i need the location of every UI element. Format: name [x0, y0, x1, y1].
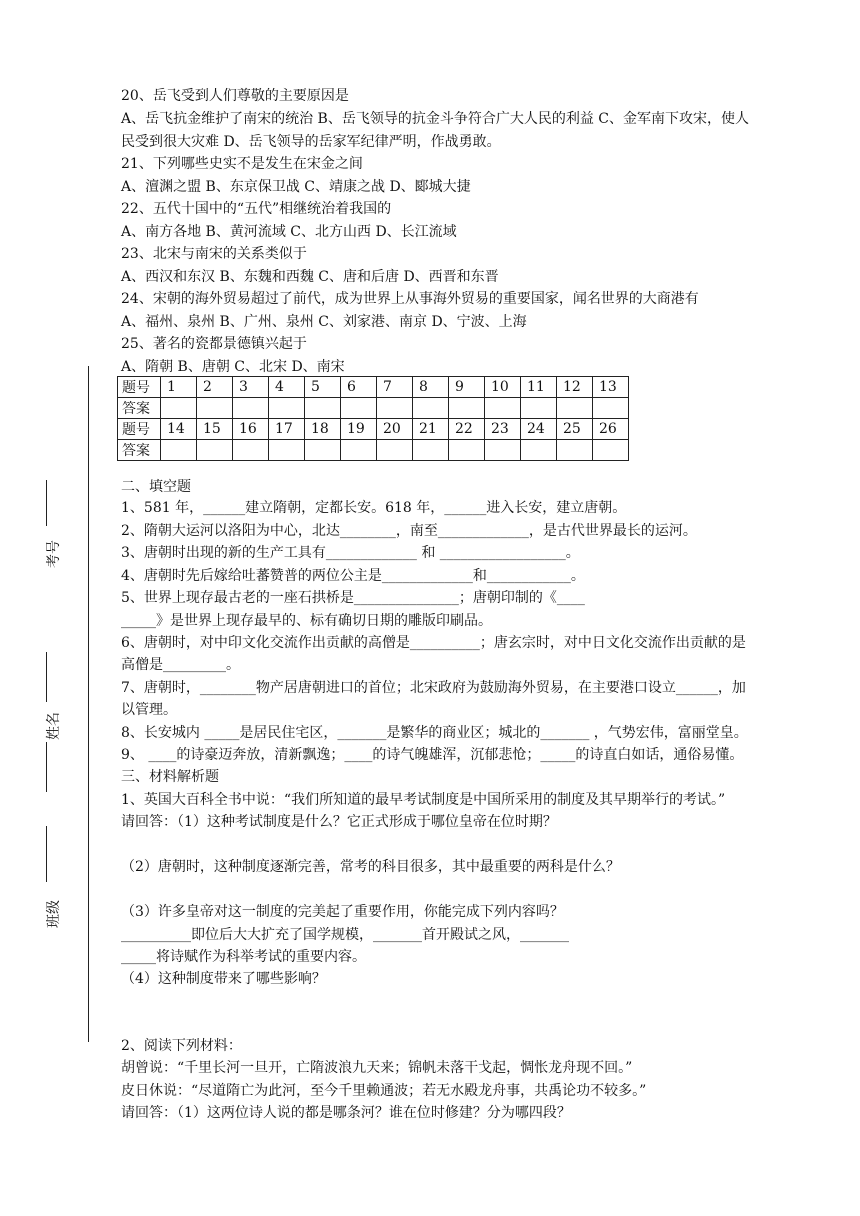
question-number: 14 [161, 419, 197, 440]
table-header-ans: 答案 [118, 440, 161, 461]
table-header-ans: 答案 [118, 398, 161, 419]
name-label: 姓名 [46, 712, 62, 740]
table-row [118, 377, 629, 398]
material-q1-text: 1、英国大百科全书中说：“我们所知道的最早考试制度是中国所采用的制度及其早期举行的考试。” [121, 792, 726, 808]
question-number: 8 [413, 377, 449, 398]
question-number: 11 [521, 377, 557, 398]
question-number: 2 [197, 377, 233, 398]
answer-cell[interactable] [233, 398, 269, 419]
answer-cell[interactable] [269, 440, 305, 461]
answer-cell[interactable] [449, 398, 485, 419]
material-q1-part3: （3）许多皇帝对这一制度的完美起了重要作用，你能完成下列内容吗？ [121, 904, 564, 920]
answer-cell[interactable] [485, 398, 521, 419]
q23-options: A、西汉和东汉 B、东魏和西魏 C、唐和后唐 D、西晋和东晋 [121, 269, 499, 285]
answer-cell[interactable] [197, 440, 233, 461]
question-number: 4 [269, 377, 305, 398]
table-header-num: 题号 [118, 377, 161, 398]
answer-cell[interactable] [593, 398, 629, 419]
material-q1-part3-blanks: __________即位后大大扩充了国学规模，_______首开殿试之风，_______ [121, 927, 569, 943]
q22-stem: 22、五代十国中的“五代”相继统治着我国的 [121, 201, 392, 217]
q20-options-2: 民受到很大灾难 D、岳飞领导的岳家军纪律严明，作战勇敢。 [121, 134, 501, 150]
answer-cell[interactable] [305, 440, 341, 461]
table-row [118, 440, 629, 461]
fill-question-5a: 5、世界上现存最古老的一座石拱桥是_______________；唐朝印制的《____ [121, 590, 585, 606]
q22-options: A、南方各地 B、黄河流域 C、北方山西 D、长江流域 [121, 224, 457, 240]
question-number: 15 [197, 419, 233, 440]
question-number: 6 [341, 377, 377, 398]
question-number: 21 [413, 419, 449, 440]
answer-cell[interactable] [197, 398, 233, 419]
answer-cell[interactable] [413, 398, 449, 419]
answer-cell[interactable] [521, 398, 557, 419]
question-number: 23 [485, 419, 521, 440]
question-number: 19 [341, 419, 377, 440]
material-q2-poem-2: 皮日休说：“尽道隋亡为此河，至今千里赖通波；若无水殿龙舟事，共禹论功不较多。” [121, 1083, 647, 1099]
material-q2-poem-1: 胡曾说：“千里长河一旦开，亡隋波浪九天来；锦帆未落干戈起，惆怅龙舟现不回。” [121, 1060, 633, 1076]
q21-options: A、澶渊之盟 B、东京保卫战 C、靖康之战 D、郾城大捷 [121, 179, 471, 195]
answer-cell[interactable] [557, 398, 593, 419]
fill-question-6b: 高僧是_________。 [121, 657, 240, 673]
exam-number-label: 考号 [46, 540, 62, 568]
fill-question-8: 8、长安城内 _____是居民住宅区，_______是繁华的商业区；城北的_______ ，气势宏伟，富丽堂皇。 [121, 725, 748, 741]
answer-cell[interactable] [233, 440, 269, 461]
question-number: 12 [557, 377, 593, 398]
question-number: 24 [521, 419, 557, 440]
section-heading-fill: 二、填空题 [121, 479, 191, 495]
question-number: 13 [593, 377, 629, 398]
fill-question-9: 9、 ____的诗豪迈奔放，清新飘逸；____的诗气魄雄浑，沉郁悲怆；_____的诗直白如话，通俗易懂。 [121, 747, 744, 763]
fill-question-6a: 6、唐朝时，对中印文化交流作出贡献的高僧是__________；唐玄宗时，对中日文化交流作出贡献的是 [121, 635, 746, 651]
section-heading-material: 三、材料解析题 [121, 769, 219, 785]
name-blank-lower[interactable] [46, 742, 47, 792]
question-number: 3 [233, 377, 269, 398]
question-number: 5 [305, 377, 341, 398]
answer-cell[interactable] [341, 398, 377, 419]
question-number: 20 [377, 419, 413, 440]
fill-question-4: 4、唐朝时先后嫁给吐蕃赞普的两位公主是_____________和____________。 [121, 568, 585, 584]
material-q2-heading: 2、阅读下列材料： [121, 1038, 242, 1054]
q25-options: A、隋朝 B、唐朝 C、北宋 D、南宋 [121, 359, 345, 375]
answer-cell[interactable] [161, 398, 197, 419]
answer-cell[interactable] [269, 398, 305, 419]
answer-cell[interactable] [305, 398, 341, 419]
fill-question-5b: _____》是世界上现存最早的、标有确切日期的雕版印刷品。 [121, 613, 492, 629]
exam-number-blank[interactable] [46, 480, 47, 526]
binding-line [88, 366, 89, 1042]
question-number: 9 [449, 377, 485, 398]
answer-cell[interactable] [377, 440, 413, 461]
answer-cell[interactable] [341, 440, 377, 461]
q24-options: A、福州、泉州 B、广州、泉州 C、刘家港、南京 D、宁波、上海 [121, 314, 527, 330]
question-number: 26 [593, 419, 629, 440]
name-blank[interactable] [46, 652, 47, 702]
answer-cell[interactable] [485, 440, 521, 461]
q25-stem: 25、著名的瓷都景德镇兴起于 [121, 336, 307, 352]
question-number: 7 [377, 377, 413, 398]
question-number: 1 [161, 377, 197, 398]
answer-cell[interactable] [413, 440, 449, 461]
fill-question-2: 2、隋朝大运河以洛阳为中心，北达________，南至_____________，是古代世界最长的运河。 [121, 523, 697, 539]
q23-stem: 23、北宋与南宋的关系类似于 [121, 246, 307, 262]
fill-question-7b: 以管理。 [121, 702, 177, 718]
class-label: 班级 [46, 900, 62, 928]
material-q1-part3-end: _____将诗赋作为科举考试的重要内容。 [121, 949, 366, 965]
fill-question-1: 1、581 年，______建立隋朝，定都长安。618 年，______进入长安，建立唐朝。 [121, 500, 627, 516]
answer-cell[interactable] [377, 398, 413, 419]
question-number: 22 [449, 419, 485, 440]
q24-stem: 24、宋朝的海外贸易超过了前代，成为世界上从事海外贸易的重要国家，闻名世界的大商港有 [121, 291, 699, 307]
answer-table [117, 376, 629, 461]
question-number: 18 [305, 419, 341, 440]
table-row [118, 398, 629, 419]
answer-cell[interactable] [161, 440, 197, 461]
table-row [118, 419, 629, 440]
question-number: 25 [557, 419, 593, 440]
material-q1-part2: （2）唐朝时，这种制度逐渐完善，常考的科目很多，其中最重要的两科是什么？ [121, 859, 620, 875]
class-blank[interactable] [46, 826, 47, 882]
answer-cell[interactable] [521, 440, 557, 461]
fill-question-7a: 7、唐朝时，________物产居唐朝进口的首位；北宋政府为鼓励海外贸易，在主要港口设立______，加 [121, 680, 746, 696]
answer-cell[interactable] [593, 440, 629, 461]
answer-cell[interactable] [557, 440, 593, 461]
answer-cell[interactable] [449, 440, 485, 461]
material-q2-question: 请回答：（1）这两位诗人说的都是哪条河？谁在位时修建？分为哪四段？ [121, 1105, 571, 1121]
q20-options-1: A、岳飞抗金维护了南宋的统治 B、岳飞领导的抗金斗争符合广大人民的利益 C、金军南下攻宋，使人 [121, 111, 750, 127]
table-header-num: 题号 [118, 419, 161, 440]
question-number: 16 [233, 419, 269, 440]
q21-stem: 21、下列哪些史实不是发生在宋金之间 [121, 156, 363, 172]
question-number: 17 [269, 419, 305, 440]
material-q1-part1: 请回答：（1）这种考试制度是什么？它正式形成于哪位皇帝在位时期？ [121, 814, 557, 830]
question-number: 10 [485, 377, 521, 398]
q20-stem: 20、岳飞受到人们尊敬的主要原因是 [121, 88, 349, 104]
material-q1-part4: （4）这种制度带来了哪些影响？ [121, 971, 326, 987]
fill-question-3: 3、唐朝时出现的新的生产工具有_____________ 和 __________________。 [121, 545, 580, 561]
